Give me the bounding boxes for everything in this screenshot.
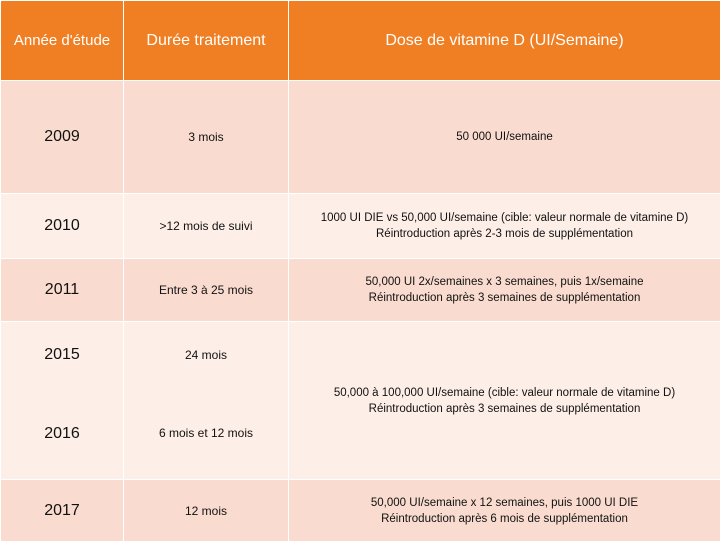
dose-line: Réintroduction après 3 semaines de supplémentation [297,401,712,417]
header-year: Année d'étude [1,1,124,81]
table-row [1,259,720,322]
cell-year-pair [1,322,124,480]
cell-dose [289,81,720,194]
cell-year: 2011 [1,259,124,322]
cell-year: 2009 [1,81,124,194]
cell-duration: 6 mois et 12 mois [124,388,288,479]
cell-duration: Entre 3 à 25 mois [124,259,289,322]
cell-dose [289,480,720,542]
cell-duration-pair [124,322,289,480]
cell-dose [289,194,720,259]
dose-line: Réintroduction après 3 semaines de supplémentation [297,290,712,306]
cell-dose-merged [289,322,720,480]
cell-year: 2017 [1,480,124,542]
cell-year: 2015 [1,322,123,388]
dose-line: 50,000 UI 2x/semaines x 3 semaines, puis 1x/semaine [297,274,712,290]
dose-line: 50,000 UI/semaine x 12 semaines, puis 1000 UI DIE [297,495,712,511]
cell-dose [289,259,720,322]
header-row [1,1,720,81]
cell-duration: >12 mois de suivi [124,194,289,259]
cell-year: 2016 [1,388,123,479]
dose-line: Réintroduction après 2-3 mois de supplémentation [297,226,712,242]
table-row-merged [1,322,720,480]
dose-line: 50,000 à 100,000 UI/semaine (cible: valeur normale de vitamine D) [297,385,712,401]
cell-duration: 3 mois [124,81,289,194]
dose-line: 50 000 UI/semaine [297,129,712,145]
table-row [1,480,720,542]
table-row [1,194,720,259]
dose-line: 1000 UI DIE vs 50,000 UI/semaine (cible: valeur normale de vitamine D) [297,210,712,226]
cell-duration: 12 mois [124,480,289,542]
cell-year: 2010 [1,194,124,259]
dose-line: Réintroduction après 6 mois de supplémentation [297,511,712,527]
header-dose: Dose de vitamine D (UI/Semaine) [289,1,720,81]
cell-duration: 24 mois [124,322,288,388]
header-duration: Durée traitement [124,1,289,81]
table-row [1,81,720,194]
